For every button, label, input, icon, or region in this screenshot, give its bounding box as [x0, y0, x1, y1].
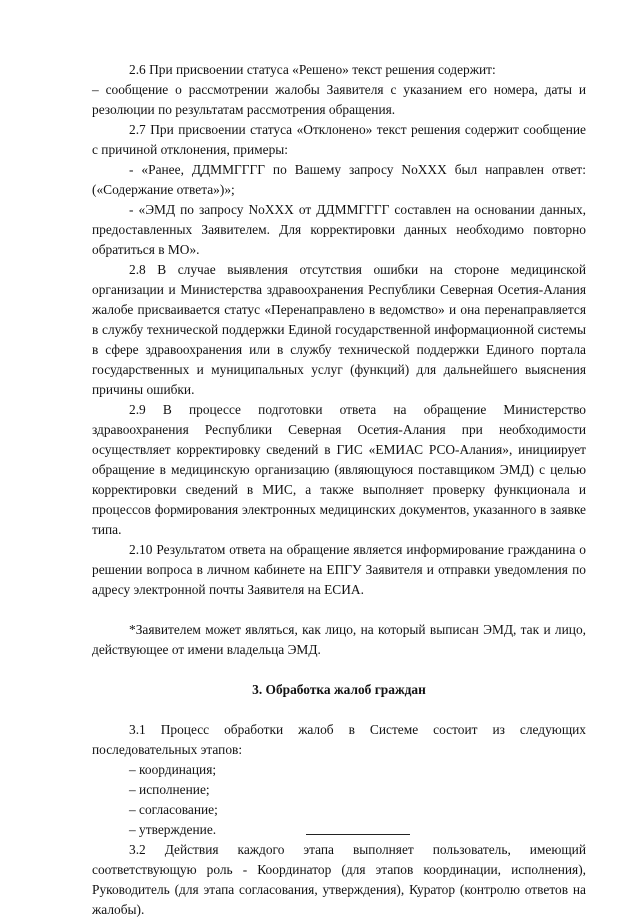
step-execution: – исполнение; [129, 782, 210, 797]
paragraph-2-7-example-2: - «ЭМД по запросу NoXXX от ДДММГГГГ составлен на основании данных, предоставленных Заявителем. Для корректировки данных необходимо повторно обратиться в МО». [92, 202, 586, 257]
closing-line [306, 834, 410, 835]
footnote: *Заявителем может являться, как лицо, на который выписан ЭМД, так и лицо, действующее от имени владельца ЭМД. [92, 622, 586, 657]
step-confirmation: – утверждение. [129, 822, 217, 837]
section-3-heading: 3. Обработка жалоб граждан [252, 682, 426, 697]
document-body [92, 60, 586, 920]
paragraph-3-1: 3.1 Процесс обработки жалоб в Системе состоит из следующих последовательных этапов: [92, 722, 586, 757]
paragraph-2-6: 2.6 При присвоении статуса «Решено» текст решения содержит: [129, 62, 496, 77]
paragraph-2-7-example-1: - «Ранее, ДДММГГГГ по Вашему запросу NoXXX был направлен ответ: («Содержание ответа»)»; [92, 162, 586, 197]
paragraph-2-10: 2.10 Результатом ответа на обращение является информирование гражданина о решении вопроса в личном кабинете на ЕПГУ Заявителя и отправки уведомления по адресу электронной почты Заявителя на ЕСИА. [92, 542, 586, 597]
paragraph-2-9: 2.9 В процессе подготовки ответа на обращение Министерство здравоохранения Республики Северная Осетия-Алания при необходимости осуществляет корректировку сведений в ГИС «ЕМИАС РСО-Алания», инициирует обращение в медицинскую организацию (являющуюся поставщиком ЭМД) с целью корректировки сведений в МИС, а также выполняет проверку функционала и процессов формирования электронных медицинских документов, указанного в заявке типа. [92, 402, 586, 537]
step-approval: – согласование; [129, 802, 218, 817]
paragraph-2-7: 2.7 При присвоении статуса «Отклонено» текст решения содержит сообщение с причиной отклонения, примеры: [92, 122, 586, 157]
step-coordination: – координация; [129, 762, 217, 777]
paragraph-3-2: 3.2 Действия каждого этапа выполняет пользователь, имеющий соответствующую роль - Координатор (для этапов координации, исполнения), Руководитель (для этапа согласования, утверждения), Куратор (контролю ответов на жалобы). [92, 842, 586, 917]
paragraph-2-8: 2.8 В случае выявления отсутствия ошибки на стороне медицинской организации и Министерства здравоохранения Республики Северная Осетия-Алания жалобе присваивается статус «Перенаправлено в ведомство» и она перенаправляется в службу технической поддержки Единой государственной информационной системы в сфере здравоохранения или в службу технической поддержки Единого портала государственных и муниципальных услуг (функций) для дальнейшего выяснения причины ошибки. [92, 262, 586, 397]
paragraph-2-6-detail: – сообщение о рассмотрении жалобы Заявителя с указанием его номера, даты и резолюции по результатам рассмотрения обращения. [92, 82, 586, 117]
